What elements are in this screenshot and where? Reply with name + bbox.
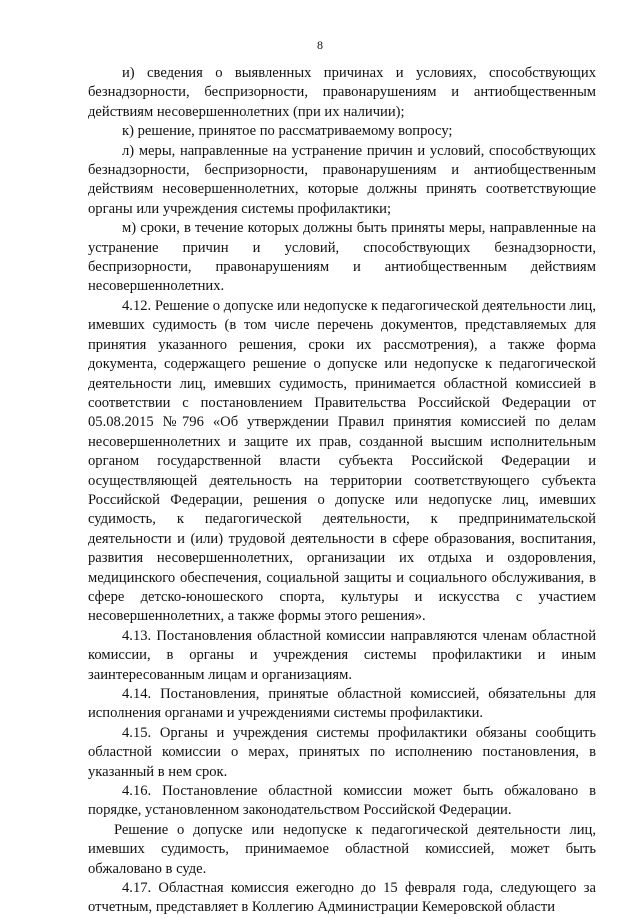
paragraph-4-13: 4.13. Постановления областной комиссии направляются членам областной комиссии, в органы и учреждения системы профилактики и иным заинтересованным лицам и организациям. <box>88 627 596 683</box>
page-number: 8 <box>317 38 323 52</box>
paragraph-item-i: и) сведения о выявленных причинах и условиях, способствующих безнадзорности, беспризорности, правонарушениям и антиобщественным действиям несовершеннолетних (при их наличии); <box>88 65 596 120</box>
paragraph-item-k: к) решение, принятое по рассматриваемому вопросу; <box>122 123 453 140</box>
paragraph-appeal-decision: Решение о допуске или недопуске к педагогической деятельности лиц, имевших судимость, принимаемое областной комиссией, может быть обжаловано в суде. <box>88 821 596 877</box>
document-body <box>88 64 596 918</box>
paragraph-4-12: 4.12. Решение о допуске или недопуске к педагогической деятельности лиц, имевших судимость (в том числе перечень документов, представляемых для принятия указанного решения, сроки их рассмотрения), а также форма документа, содержащего решение о допуске или недопуске к педагогической деятельности лиц, имевших судимость, принимается областной комиссией в соответствии с постановлением Правительства Российской Федерации от 05.08.2015 №796 «Об утверждении Правил принятия комиссией по делам несовершеннолетних и защите их прав, созданной высшим исполнительным органом государственной власти субъекта Российской Федерации и осуществляющей деятельность на территории соответствующего субъекта Российской Федерации, решения о допуске или недопуске лиц, имевших судимость, к педагогической деятельности, к предпринимательской деятельности и (или) трудовой деятельности в сфере образования, воспитания, развития несовершеннолетних, организации их отдыха и оздоровления, медицинского обеспечения, социальной защиты и социального обслуживания, в сфере детско-юношеского спорта, культуры и искусства с участием несовершеннолетних, а также формы этого решения». <box>88 297 596 625</box>
paragraph-4-17: 4.17. Областная комиссия ежегодно до 15 февраля года, следующего за отчетным, представляет в Коллегию Администрации Кемеровской области <box>88 880 596 916</box>
paragraph-4-15: 4.15. Органы и учреждения системы профилактики обязаны сообщить областной комиссии о мерах, принятых по исполнению постановления, в указанный в нем срок. <box>88 724 596 780</box>
paragraph-item-m: м) сроки, в течение которых должны быть приняты меры, направленные на устранение причин и условий, способствующих безнадзорности, беспризорности, правонарушениям и антиобщественным действиям несовершеннолетних. <box>88 220 596 295</box>
paragraph-item-l: л) меры, направленные на устранение причин и условий, способствующих безнадзорности, беспризорности, правонарушениям и антиобщественным действиям несовершеннолетних, которые должны принять соответствующие органы или учреждения системы профилактики; <box>88 142 596 217</box>
paragraph-4-14: 4.14. Постановления, принятые областной комиссией, обязательны для исполнения органами и учреждениями системы профилактики. <box>88 686 596 722</box>
paragraph-4-16: 4.16. Постановление областной комиссии может быть обжаловано в порядке, установленном законодательством Российской Федерации. <box>88 783 596 819</box>
